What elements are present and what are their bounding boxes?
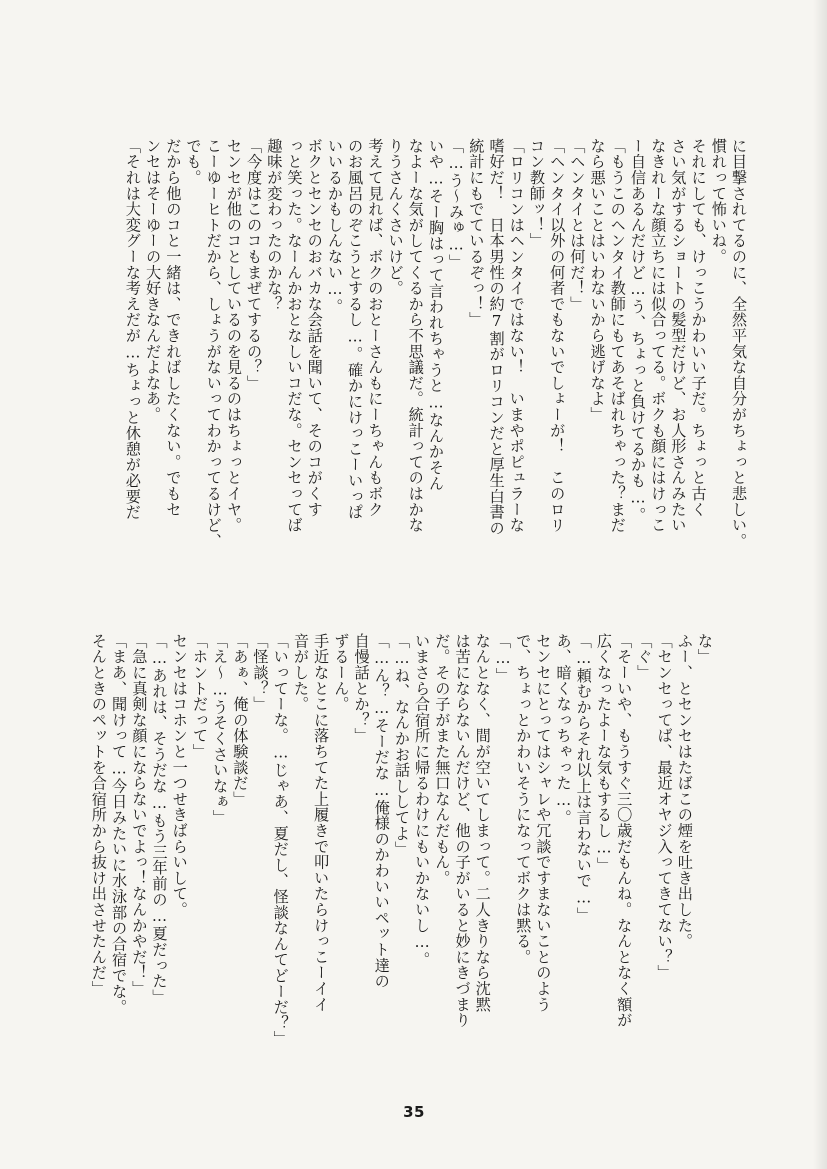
upper-text-line: 「今度はこのコもまぜてするの？」 <box>245 138 264 391</box>
upper-text-line: なら悪いことはいわないから逃げなよ」 <box>588 138 607 423</box>
upper-text-line: ンセはそーゆーの大好きなんだよなあ。 <box>144 138 163 423</box>
upper-text-line: 「ロリコンはヘンタイではない！ いまやポピュラーな <box>507 138 526 533</box>
upper-text-line: っと笑った。なーんかおとなしいコだな。センセってば <box>285 138 304 533</box>
upper-text-block <box>39 138 749 549</box>
upper-text-line: 慣れって怖いね。 <box>709 138 728 265</box>
lower-text-line: なんとなく、間が空いてしまって。二人きりなら沈黙 <box>473 633 492 1013</box>
upper-text-line: なきれーな顔立ちには似合ってる。ボクも顔にはけっこ <box>649 138 668 533</box>
lower-text-line: は苦にならないんだけど、他の子がいると妙にきづまり <box>453 633 472 1028</box>
lower-text-line: そんときのペットを合宿所から抜け出させたんだ」 <box>89 633 108 997</box>
lower-text-line: 音がした。 <box>291 633 310 712</box>
upper-text-line: だから他のコと一緒は、できればしたくない。でもセ <box>164 138 183 518</box>
upper-text-line: センセが他のコとしているのを見るのはちょっとイヤ。 <box>224 138 243 533</box>
page-number: 35 <box>403 1103 425 1121</box>
lower-text-line: だ。その子がまた無口なんだもん。 <box>433 633 452 886</box>
upper-text-line: でも。 <box>184 138 203 186</box>
lower-text-line: 「…頼むからそれ以上は言わないで…」 <box>574 633 593 923</box>
upper-text-line: 「…う〜みゅ…」 <box>447 138 466 270</box>
upper-text-line: 考えて見れば、ボクのおとーさんもにーちゃんもボク <box>366 138 385 518</box>
lower-text-line: センセはコホンと一つせきばらいして。 <box>170 633 189 918</box>
lower-text-line: 「…あれは、そうだな…もう三年前の…夏だった」 <box>150 633 169 1005</box>
lower-text-line: 手近なとこに落ちてた上履きで叩いたらけっこーイイ <box>312 633 331 1013</box>
upper-text-line: 「ヘンタイとは何だ！」 <box>568 138 587 312</box>
lower-text-line: センセにとってはシャレや冗談ですまないことのよう <box>534 633 553 1013</box>
lower-text-line: あ、暗くなっちゃった…。 <box>554 633 573 826</box>
upper-text-line: 「それは大変グーな考えだが…ちょっと休憩が必要だ <box>123 138 142 520</box>
lower-text-line: ずるーん。 <box>332 633 351 712</box>
lower-text-line: 「ホントだって」 <box>190 633 209 760</box>
lower-text-line: 「センセってば、最近オヤジ入ってきてない？」 <box>655 633 674 981</box>
binding-shadow <box>813 0 827 1169</box>
upper-text-line: ボクとセンセのおバカな会話を聞いて、そのコがくす <box>305 138 324 518</box>
upper-text-line: に目撃されてるのに、全然平気な自分がちょっと悲しい。 <box>730 138 748 549</box>
lower-text-line: いまさら合宿所に帰るわけにもいかないし…。 <box>413 633 432 968</box>
upper-text-line: なよーな気がしてくるから不思議だ。統計ってのはかな <box>406 138 425 533</box>
lower-text-line: で、ちょっとかわいそうになってボクは黙る。 <box>514 633 533 965</box>
upper-text-line: コン教師ッ！」 <box>527 138 546 249</box>
upper-text-line: 趣味が変わったのかな？ <box>265 138 284 312</box>
lower-text-block <box>89 633 715 1047</box>
lower-text-line: ふー、とセンセはたばこの煙を吐き出した。 <box>675 633 694 949</box>
lower-text-line: 「…」 <box>493 633 512 684</box>
upper-text-line: 「もうこのヘンタイ教師にもてあそばれちゃった？まだ <box>608 138 627 533</box>
lower-text-line: 「…ね、なんかお話ししてよ」 <box>392 633 411 857</box>
upper-text-line: さい気がするショートの髪型だけど、お人形さんみたい <box>669 138 688 533</box>
upper-text-line: それにしても、けっこうかわいい子だ。ちょっと古く <box>689 138 708 518</box>
upper-text-line: 「ヘンタイ以外の何者でもないでしょーが！ このロリ <box>548 138 567 533</box>
lower-text-line: 「ぐ」 <box>635 633 654 681</box>
lower-text-line: な」 <box>696 633 714 665</box>
lower-text-line: 広くなったよーな気もするし…」 <box>594 633 613 873</box>
upper-text-line: こーゆーヒトだから、しょうがないってわかってるけど、 <box>204 138 223 549</box>
upper-text-line: のお風呂のぞこうとするし…。確かにけっこーいっぱ <box>346 138 365 520</box>
upper-text-line: ー自信あるんだけど…う、ちょっと負けてるかも…。 <box>628 138 647 523</box>
lower-text-line: 自慢話とか？」 <box>352 633 371 744</box>
lower-text-line: 「…ん？…そーだな…俺様のかわいいペット達の <box>372 633 391 989</box>
upper-text-line: 統計にもでているぞっ！」 <box>467 138 486 328</box>
lower-text-line: 「いってーな。…じゃあ、夏だし、怪談なんてどーだ？」 <box>271 633 290 1047</box>
lower-text-line: 「怪談？」 <box>251 633 270 712</box>
lower-text-line: 「あぁ、俺の体験談だ」 <box>231 633 250 807</box>
lower-text-line: 「まあ、聞けって…今日みたいに水泳部の合宿でな。 <box>110 633 129 1015</box>
upper-text-line: いや…そー胸はって言われちゃうと…なんかそん <box>426 138 445 492</box>
lower-text-line: 「急に真剣な顔にならないでよっ！なんかやだ！」 <box>130 633 149 997</box>
upper-text-line: いいるかもしんない…。 <box>325 138 344 315</box>
upper-text-line: りうさんくさいけど。 <box>386 138 405 296</box>
lower-text-line: 「そーいや、もうすぐ三〇歳だもんね。なんとなく額が <box>615 633 634 1028</box>
lower-text-line: 「え〜…うそくさいなぁ」 <box>211 633 230 826</box>
upper-text-line: 嗜好だ！ 日本男性の約7割がロリコンだと厚生白書の <box>487 138 506 536</box>
